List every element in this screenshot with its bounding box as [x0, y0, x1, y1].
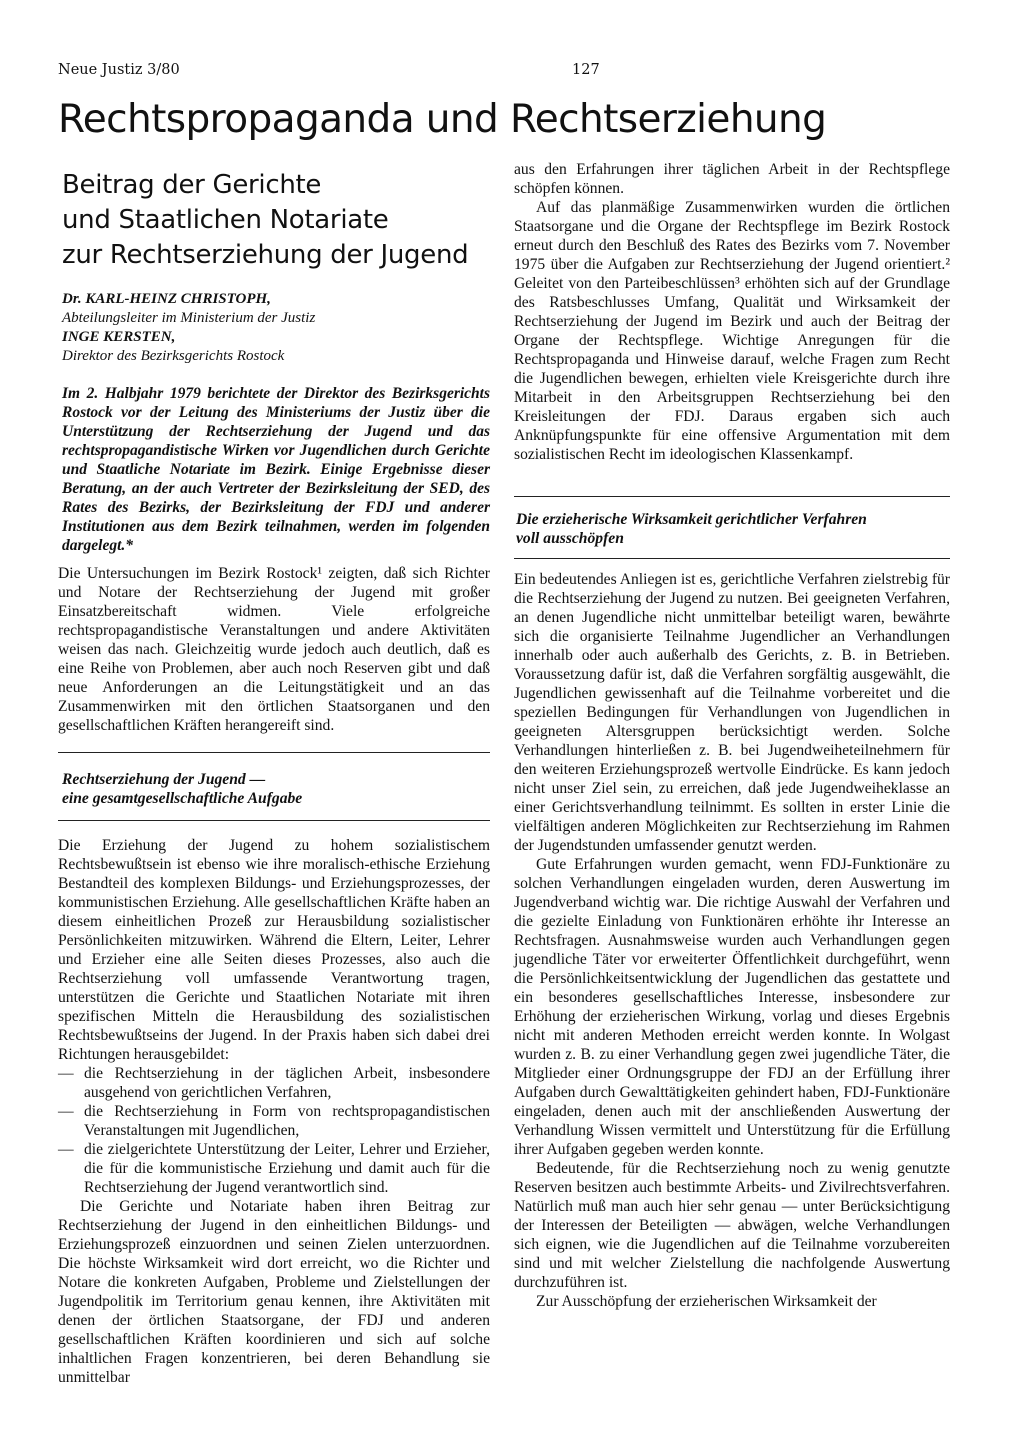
- page-number: 127: [572, 62, 600, 78]
- directions-list: [58, 1064, 490, 1197]
- section-divider-4: [514, 558, 950, 559]
- list-item: — die Rechtserziehung in der täglichen Arbeit, insbesondere ausgehend von gerichtlichen Verfahren,: [58, 1064, 490, 1102]
- right-paragraph-2: Auf das planmäßige Zusammenwirken wurden die örtlichen Staatsorgane und die Organe der Rechtspflege im Bezirk Rostock erneut durch den Beschluß des Rates des Bezirks vom 7. November 1975 über die Aufgaben zur Rechtserziehung der Jugend orientiert.² Geleitet von den Parteibeschlüssen³ erhöhten sich auf der Grundlage des Ratsbeschlusses Umfang, Qualität und Wirksamkeit der Rechtserziehung der Jugend im Bezirk und auch der Beitrag der Organe der Rechtspflege. Wichtige Anregungen für die Rechtspropaganda und Hinweise darauf, welche Fragen zum Recht die Jugendlichen bewegen, erhielten viele Kreisgerichte durch ihre Mitarbeit in den Arbeitsgruppen Rechtserziehung bei den Kreisleitungen der FDJ. Daraus ergaben sich auch Anknüpfungspunkte für eine offensive Argumentation mit dem sozialistischen Recht im ideologischen Klassenkampf.: [514, 199, 950, 463]
- subtitle-line-1: Beitrag der Gerichte: [62, 170, 322, 200]
- abstract: Im 2. Halbjahr 1979 berichtete der Direktor des Bezirksgerichts Rostock vor der Leitung des Ministeriums der Justiz über die Unterstützung der Rechtserziehung der Jugend und das rechtspropagandistische Wirken vor Jugendlichen durch Gerichte und Staatliche Notariate im Bezirk. Einige Ergebnisse dieser Beratung, an der auch Vertreter der Bezirksleitung der SED, des Rates des Bezirks, der Bezirksleitung der FDJ und anderer Institutionen aus dem Bezirk teilnahmen, werden im folgenden dargelegt.*: [62, 385, 490, 554]
- right-paragraph-3: Ein bedeutendes Anliegen ist es, gerichtliche Verfahren zielstrebig für die Rechtserziehung der Jugend zu nutzen. Bei geeigneten Verfahren, an denen Jugendliche nicht unmittelbar beteiligt waren, bewährte sich die organisierte Teilnahme Jugendlicher an Verhandlungen innerhalb oder auch außerhalb des Gerichts, z. B. in Betrieben. Voraussetzung dafür ist, daß die Verfahren sorgfältig ausgewählt, die Jugendlichen gewissenhaft auf die Teilnahme vorbereitet und die speziellen Bedingungen für Verhandlungen von Jugendlichen in geeigneten Altersgruppen berücksichtigt werden. Solche Verhandlungen hinterließen z. B. bei Jugendweiheteilnehmern für den weiteren Erziehungsprozeß wertvolle Eindrücke. Es kann jedoch nicht unser Ziel sein, zu erreichen, daß jede Jugendweiheklasse an einer Gerichtsverhandlung teilnimmt. Es sollten in erster Linie die vielfältigen anderen Möglichkeiten zur Rechtserziehung im Rahmen der Jugendstunden umfassender genutzt werden.: [514, 571, 950, 854]
- journal-issue: Neue Justiz 3/80: [58, 62, 180, 78]
- right-body: [514, 570, 950, 1311]
- section-divider-3: [514, 496, 950, 497]
- right-paragraph-6: Zur Ausschöpfung der erzieherischen Wirksamkeit der: [536, 1293, 877, 1310]
- author-1-role: Abteilungsleiter im Ministerium der Justiz: [62, 310, 316, 326]
- section-heading-1-line-2: eine gesamtgesellschaftliche Aufgabe: [62, 790, 303, 807]
- section-heading-2-line-1: Die erzieherische Wirksamkeit gerichtlicher Verfahren: [516, 511, 867, 528]
- body-paragraph-1: Die Erziehung der Jugend zu hohem sozialistischem Rechtsbewußtsein ist ebenso wie ihre moralisch-ethische Erziehung Bestandteil des komplexen Bildungs- und Erziehungsprozesses, der kommunistischen Erziehung. Alle gesellschaftlichen Kräfte haben an diesem einheitlichen Prozeß zur Herausbildung sozialistischer Persönlichkeiten mitzuwirken. Während die Eltern, Leiter, Lehrer und Erzieher eine alle Seiten dieses Prozesses, also auch die Rechtserziehung voll umfassende Verantwortung tragen, unterstützen die Gerichte und Staatlichen Notariate mit ihren spezifischen Mitteln die Herausbildung des sozialistischen Rechtsbewußtseins der Jugend. In der Praxis haben sich dabei drei Richtungen herausgebildet:: [58, 837, 490, 1063]
- section-heading-1-line-1: Rechtserziehung der Jugend —: [62, 771, 266, 788]
- article-title: Rechtspropaganda und Rechtserziehung: [58, 97, 827, 142]
- right-top: [514, 160, 950, 464]
- author-1-name: Dr. KARL-HEINZ CHRISTOPH,: [62, 291, 271, 307]
- left-intro: [58, 564, 490, 735]
- list-item: — die zielgerichtete Unterstützung der Leiter, Lehrer und Erzieher, die für die kommunistische Erziehung und damit auch für die Rechtserziehung der Jugend verantwortlich sind.: [58, 1140, 490, 1197]
- intro-paragraph: Die Untersuchungen im Bezirk Rostock¹ zeigten, daß sich Richter und Notare der Rechtserziehung der Jugend mit großer Einsatzbereitschaft widmen. Viele erfolgreiche rechtspropagandistische Veranstaltungen und andere Aktivitäten weisen das nach. Gleichzeitig wurde jedoch auch deutlich, daß es eine Reihe von Problemen, aber auch noch Reserven gibt und daß neue Anforderungen an die Leitungstätigkeit und an das Zusammenwirken mit den örtlichen Staatsorganen und den gesellschaftlichen Kräften herangereift sind.: [58, 565, 490, 734]
- author-2-name: INGE KERSTEN,: [62, 329, 176, 345]
- right-paragraph-5: Bedeutende, für die Rechtserziehung noch zu wenig genutzte Reserven besitzen auch bestimmte Arbeits- und Zivilrechtsverfahren. Natürlich muß man auch hier sehr genau — unter Berücksichtigung der Interessen der Beteiligten — abwägen, welche Verhandlungen sich eignen, wie die Jugendlichen auf die Teilnahme vorzubereiten sind und mit welcher Zielstellung die nachfolgende Auswertung durchzuführen ist.: [514, 1160, 950, 1291]
- section-divider-2: [58, 820, 490, 821]
- right-paragraph-4: Gute Erfahrungen wurden gemacht, wenn FDJ-Funktionäre zu solchen Verhandlungen eingeladen wurden, deren Auswertung im Jugendverband wichtig war. Die richtige Auswahl der Verfahren und die gezielte Einladung von Funktionären erhöhte ihr Interesse an Rechtsfragen. Ausnahmsweise wurden auch Verhandlungen gegen jugendliche Täter vor erweiterter Öffentlichkeit durchgeführt, wenn die Persönlichkeitsentwicklung der Jugendlichen das gestattete und ein besonderes gesellschaftliches Interesse, insbesondere zur Erhöhung der erzieherischen Wirkung, vorlag und dieses Ergebnis nicht mit anderen Methoden erreicht werden konnte. In Wolgast wurden z. B. zu einer Verhandlung gegen zwei jugendliche Täter, die Mitglieder einer Ordnungsgruppe der FDJ an der Erfüllung ihrer Aufgaben durch Gewalttätigkeiten gehindert haben, FDJ-Funktionäre eingeladen, denen auch mit der anschließenden Auswertung der Verhandlung Wissen vermittelt und Unterstützung für die Erfüllung ihrer Aufgaben gegeben werden konnte.: [514, 856, 950, 1158]
- subtitle-line-2: und Staatlichen Notariate: [62, 205, 389, 235]
- section-divider-1: [58, 752, 490, 753]
- author-2-role: Direktor des Bezirksgerichts Rostock: [62, 348, 285, 364]
- running-header: [58, 62, 958, 82]
- section-heading-2-line-2: voll ausschöpfen: [516, 530, 624, 547]
- list-item: — die Rechtserziehung in Form von rechtspropagandistischen Veranstaltungen mit Jugendlichen,: [58, 1102, 490, 1140]
- right-paragraph-1: aus den Erfahrungen ihrer täglichen Arbeit in der Rechtspflege schöpfen können.: [514, 161, 950, 197]
- subtitle-line-3: zur Rechtserziehung der Jugend: [62, 240, 469, 270]
- left-body: [58, 836, 490, 1387]
- body-paragraph-2: Die Gerichte und Notariate haben ihren Beitrag zur Rechtserziehung der Jugend in den einheitlichen Bildungs- und Erziehungsprozeß einzuordnen und seinen Zielen unterzuordnen. Die höchste Wirksamkeit wird dort erreicht, wo die Richter und Notare die konkreten Aufgaben, Probleme und Zielstellungen der Jugendpolitik im Territorium genau kennen, ihre Aktivitäten mit denen der örtlichen Staatsorgane, der FDJ und anderen gesellschaftlichen Kräften koordinieren und sich auf solche inhaltlichen Fragen konzentrieren, bei deren Behandlung sie unmittelbar: [58, 1198, 490, 1386]
